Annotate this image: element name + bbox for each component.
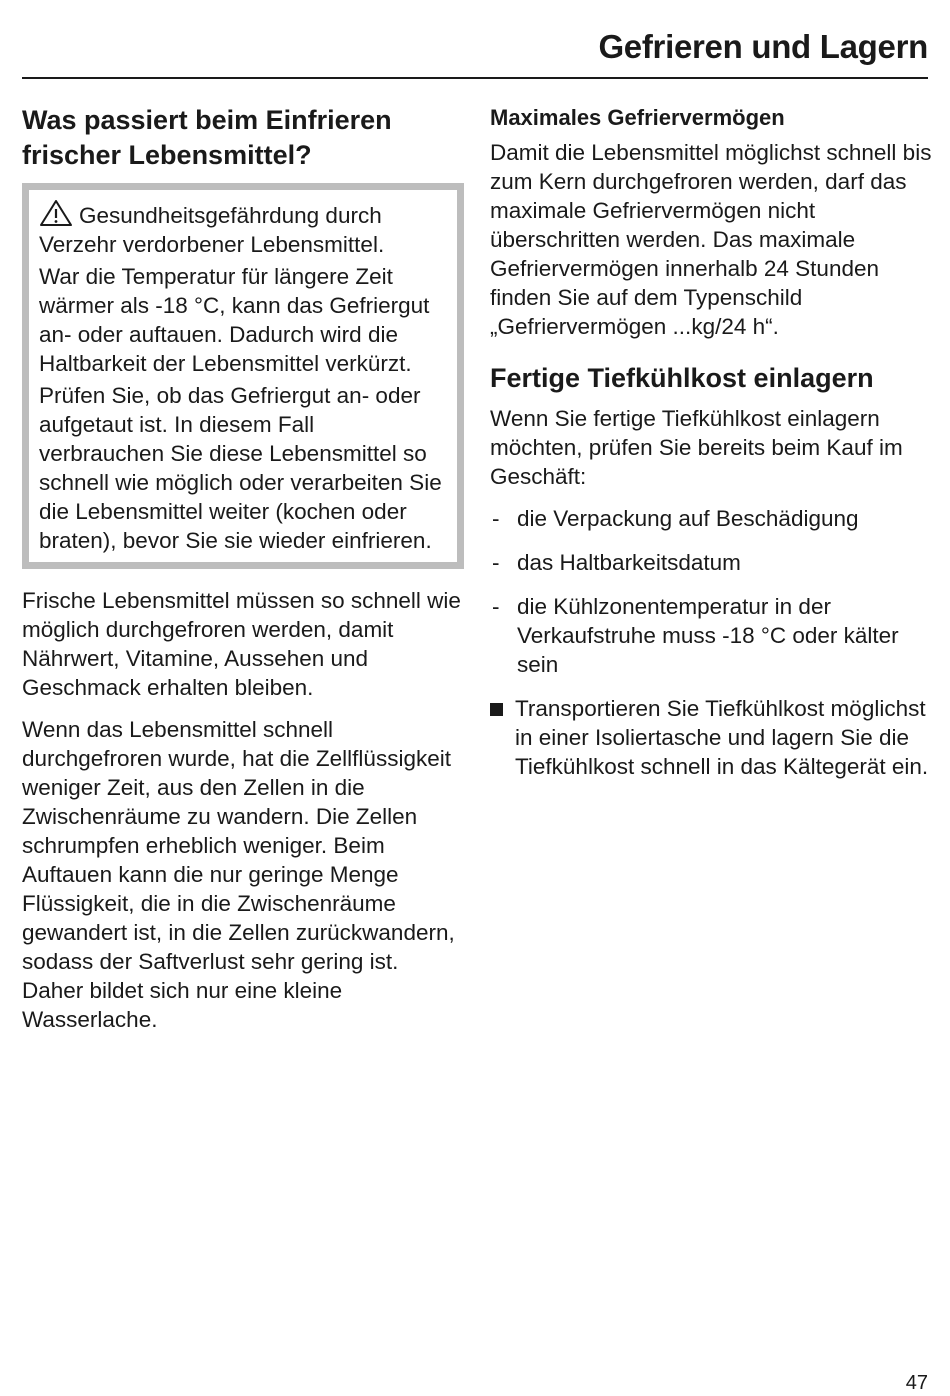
page-number: 47 xyxy=(905,1372,928,1394)
subheading-max-freezing-capacity: Maximales Gefriervermögen xyxy=(490,105,785,130)
warning-title-line xyxy=(39,199,443,259)
warning-paragraph-1: War die Temperatur für längere Zeit wärmer als -18 °C, kann das Gefriergut an- oder auftauen. Dadurch wird die Haltbarkeit der Lebensmittel verkürzt. xyxy=(39,264,430,376)
warning-title: Gesundheitsgefährdung durch Verzehr verdorbener Lebensmittel. xyxy=(39,203,385,257)
warning-box xyxy=(22,183,464,569)
header-divider xyxy=(22,77,928,79)
section-heading-freezing: Was passiert beim Einfrieren frischer Lebensmittel? xyxy=(22,105,392,170)
right-column xyxy=(490,100,932,781)
left-column xyxy=(22,100,464,1047)
action-step-text: Transportieren Sie Tiefkühlkost möglichst in einer Isoliertasche und lagern Sie die Tiefkühlkost schnell in das Kältegerät ein. xyxy=(515,696,929,779)
paragraph-freezing-capacity: Damit die Lebensmittel möglichst schnell bis zum Kern durchgefroren werden, darf das maximale Gefriervermögen nicht überschritten werden. Das maximale Gefriervermögen innerhalb 24 Stunden finden Sie auf dem Typenschild „Gefriervermögen ...kg/24 h“. xyxy=(490,140,932,339)
list-item-text: die Verpackung auf Beschädigung xyxy=(517,506,859,531)
list-item-text: das Haltbarkeitsdatum xyxy=(517,550,741,575)
paragraph-frozen-food-intro: Wenn Sie fertige Tiefkühlkost einlagern möchten, prüfen Sie bereits beim Kauf im Geschäft: xyxy=(490,406,903,489)
section-heading-frozen-food: Fertige Tiefkühlkost einlagern xyxy=(490,363,874,393)
paragraph-cell-fluid: Wenn das Lebensmittel schnell durchgefroren wurde, hat die Zellflüssigkeit weniger Zeit, aus den Zellen in die Zwischenräume zu wandern. Die Zellen schrumpfen erheblich weniger. Beim Auftauen kann die nur geringe Menge Flüssigkeit, die in die Zwischenräume gewandert ist, in die Zellen zurückwandern, sodass der Saftverlust sehr gering ist. Daher bildet sich nur eine kleine Wasserlache. xyxy=(22,717,455,1032)
dash-marker: - xyxy=(492,550,500,575)
list-item-text: die Kühlzonentemperatur in der Verkaufstruhe muss -18 °C oder kälter sein xyxy=(517,594,899,677)
list-item xyxy=(490,548,932,577)
action-step xyxy=(490,694,932,781)
paragraph-fresh-food: Frische Lebensmittel müssen so schnell wie möglich durchgefroren werden, damit Nährwert, Vitamine, Aussehen und Geschmack erhalten bleiben. xyxy=(22,588,461,700)
warning-triangle-icon xyxy=(39,199,73,227)
square-bullet-icon xyxy=(490,703,503,716)
dash-marker: - xyxy=(492,594,500,619)
warning-paragraph-2: Prüfen Sie, ob das Gefriergut an- oder aufgetaut ist. In diesem Fall verbrauchen Sie diese Lebensmittel so schnell wie möglich oder verarbeiten Sie die Lebensmittel weiter (kochen oder braten), bevor Sie sie wieder einfrieren. xyxy=(39,383,442,553)
list-item xyxy=(490,592,932,679)
check-list xyxy=(490,504,932,679)
dash-marker: - xyxy=(492,506,500,531)
list-item xyxy=(490,504,932,533)
page-header-title: Gefrieren und Lagern xyxy=(598,28,928,65)
